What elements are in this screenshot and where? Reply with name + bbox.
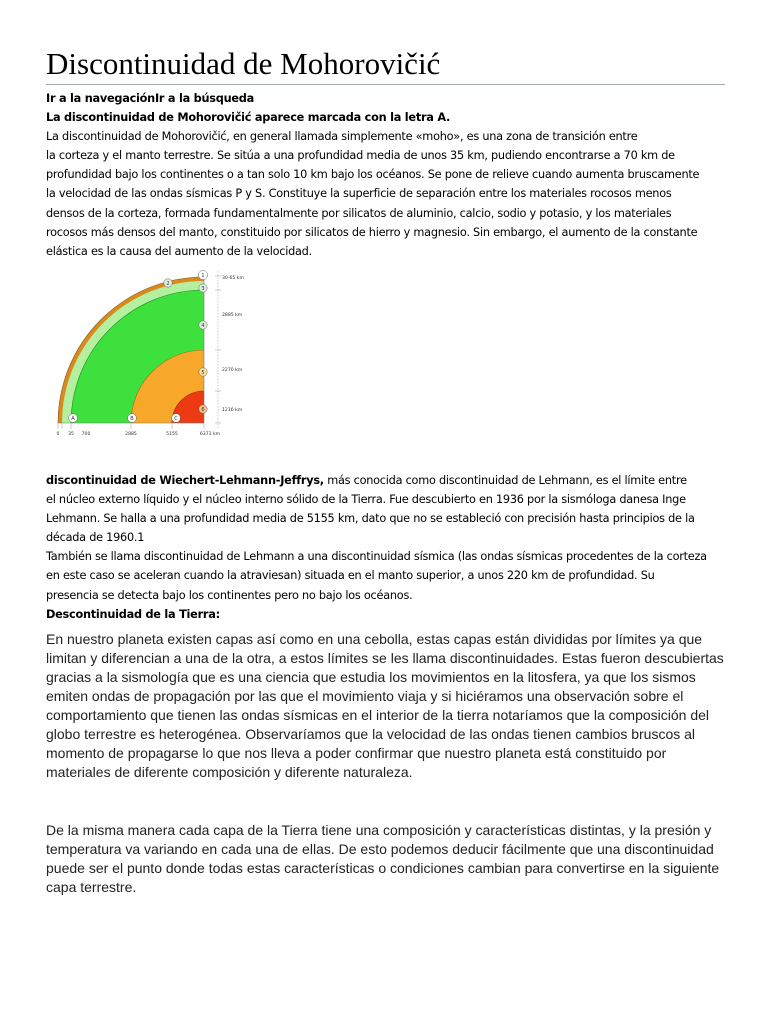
- lehmann-line: más conocida como discontinuidad de Lehmann, es el límite entre: [323, 474, 687, 487]
- svg-text:A: A: [71, 416, 75, 422]
- para-line: De la misma manera cada capa de la Tierra tiene una composición y características distintas, y la presión y: [46, 822, 712, 838]
- lehmann2-line: También se llama discontinuidad de Lehmann a una discontinuidad sísmica (las ondas sísmicas procedentes de la corteza: [46, 550, 707, 564]
- boundary-marker-a: [69, 414, 78, 423]
- depth-label-inner-core: 1216 km: [222, 408, 243, 413]
- nav-link[interactable]: Ir a la navegaciónIr a la búsqueda: [46, 92, 255, 105]
- svg-text:2: 2: [166, 281, 170, 287]
- para-line: globo terrestre es heterogénea. Observaríamos que la velocidad de las ondas tienen cambios bruscos al: [46, 726, 696, 742]
- svg-text:4: 4: [201, 323, 205, 329]
- layers-paragraph: [46, 630, 746, 782]
- svg-text:B: B: [130, 416, 134, 422]
- svg-text:3: 3: [201, 286, 205, 292]
- intro-line: elástica es la causa del aumento de la velocidad.: [46, 244, 312, 258]
- para-line: temperatura va variando en cada una de ellas. De esto podemos deducir fácilmente que una discontinuidad: [46, 841, 714, 857]
- svg-text:C: C: [174, 416, 178, 422]
- para-line: comportamiento que tienen las ondas sísmicas en el interior de la tierra notaríamos que la composición del: [46, 707, 710, 723]
- lehmann-line: el núcleo externo líquido y el núcleo interno sólido de la Tierra. Fue descubierto en 1936 por la sismóloga danesa Inge: [46, 493, 686, 507]
- para-line: gracias a la sismología que es una ciencia que estudia los movimientos en la litosfera, ya que los sismos: [46, 669, 696, 685]
- lehmann-term: discontinuidad de Wiechert-Lehmann-Jeffrys,: [46, 474, 324, 487]
- boundary-marker-c: [172, 414, 181, 423]
- lehmann-upper-mantle-paragraph: [46, 547, 736, 604]
- lehmann-line: década de 1960.1: [46, 531, 145, 545]
- intro-line: La discontinuidad de Mohorovičić, en general llamada simplemente «moho», es una zona de transición entre: [46, 130, 638, 144]
- para-line: emiten ondas de propagación por las que el movimiento viaja y si hiciéramos una observación sobre el: [46, 688, 684, 704]
- svg-text:5: 5: [201, 370, 205, 376]
- axis-tick: 35: [68, 432, 74, 437]
- layer-marker: [198, 270, 207, 279]
- para-line: puede ser el punto donde todas estas características o condiciones cambian para convertirse en la siguiente: [46, 860, 720, 876]
- intro-line: profundidad bajo los continentes o a tan solo 10 km bajo los océanos. Se pone de relieve cuando aumenta bruscamente: [46, 168, 700, 182]
- axis-tick: 5155: [166, 432, 178, 437]
- lehmann-line: Lehmann. Se halla a una profundidad media de 5155 km, dato que no se estableció con precisión hasta principios de la: [46, 512, 695, 526]
- lehmann2-line: en este caso se aceleran cuando la atraviesan) situada en el manto superior, a unos 220 km de profundidad. Su: [46, 569, 655, 583]
- section-heading: Descontinuidad de la Tierra:: [46, 607, 220, 621]
- lead-section: [46, 89, 726, 261]
- article: [46, 0, 726, 895]
- layer-marker: [199, 405, 207, 413]
- layer-marker: [164, 279, 172, 287]
- intro-line: la velocidad de las ondas sísmicas P y S. Constituye la superficie de separación entre los materiales rocosos menos: [46, 187, 672, 201]
- intro-line: densos de la corteza, formada fundamentalmente por silicatos de aluminio, calcio, sodio y potasio, y los materiales: [46, 206, 672, 220]
- boundary-marker-b: [128, 414, 137, 423]
- intro-paragraph: [46, 127, 726, 261]
- layer-marker: [199, 284, 207, 292]
- composition-paragraph: [46, 821, 746, 897]
- body-text: [46, 630, 746, 897]
- axis-tick: 0: [56, 432, 60, 437]
- para-line: En nuestro planeta existen capas así como en una cebolla, estas capas están divididas por límites ya que: [46, 631, 703, 647]
- figure-caption: La discontinuidad de Mohorovičić aparece marcada con la letra A.: [46, 111, 451, 125]
- intro-line: rocosos más densos del manto, constituido por silicatos de hierro y magnesio. Sin embargo, el aumento de la constante: [46, 225, 698, 239]
- svg-text:6: 6: [201, 407, 205, 413]
- para-line: limitan y diferencian a una de la otra, a estos límites se les llama discontinuidades. Estas fueron descubiertas: [46, 650, 724, 666]
- svg-text:1: 1: [201, 273, 205, 279]
- para-line: materiales de diferente composición y diferente naturaleza.: [46, 764, 413, 780]
- axis-tick: 6371 km: [199, 432, 221, 437]
- lehmann-section: [46, 471, 736, 624]
- depth-label-crust: 30-65 km: [222, 276, 244, 281]
- para-line: momento de propagarse lo que nos lleva a poder confirmar que nuestro planeta está constituido por: [46, 745, 667, 761]
- page-title: Discontinuidad de Mohorovičić: [46, 0, 725, 85]
- lehmann-paragraph: [46, 471, 736, 547]
- para-line: capa terrestre.: [46, 879, 137, 895]
- depth-label-mantle: 2885 km: [222, 313, 243, 318]
- layer-marker: [199, 321, 207, 329]
- lehmann2-line: presencia se detecta bajo los continentes pero no bajo los océanos.: [46, 588, 413, 602]
- earth-layers-diagram: [56, 263, 276, 458]
- axis-tick: 700: [81, 432, 91, 437]
- axis-tick: 2885: [125, 432, 137, 437]
- intro-line: la corteza y el manto terrestre. Se sitúa a una profundidad media de unos 35 km, pudiendo encontrarse a 70 km de: [46, 149, 675, 163]
- layer-marker: [199, 368, 207, 376]
- depth-label-outer-core: 2270 km: [222, 368, 243, 373]
